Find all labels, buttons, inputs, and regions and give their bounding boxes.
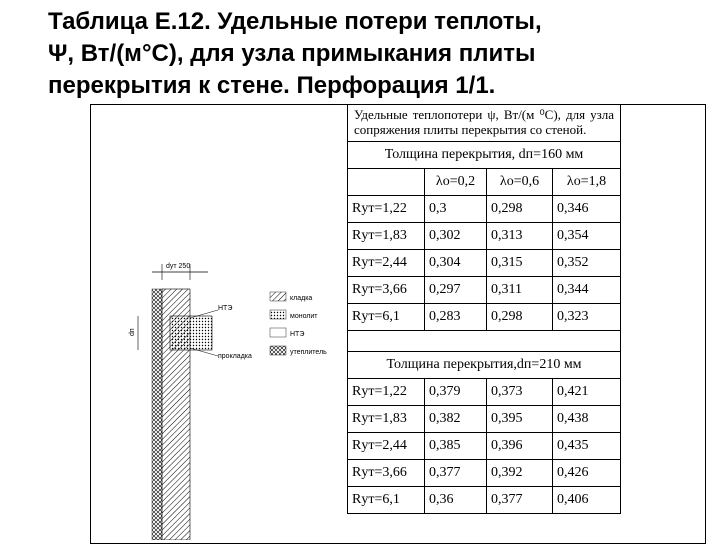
slide-title: [48, 6, 708, 102]
title-line-2: Ψ, Вт/(м°С), для узла примыкания плиты: [48, 40, 536, 67]
label-prokladka: прокладка: [218, 353, 252, 360]
legend-swatch-hte: [270, 328, 286, 337]
cell: 0,352: [553, 250, 621, 277]
cell: 0,283: [425, 304, 487, 331]
row-r: Rут=6,1: [348, 304, 425, 331]
row-r: Rут=2,44: [348, 433, 425, 460]
title-line-3: перекрытия к стене. Перфорация 1/1.: [48, 72, 496, 99]
cell: 0,354: [553, 223, 621, 250]
row-r: Rут=3,66: [348, 277, 425, 304]
cell: 0,311: [487, 277, 553, 304]
col-lambda-06: λо=0,6: [487, 169, 553, 196]
dim-side-label: dп: [129, 328, 136, 336]
cell: 0,426: [553, 460, 621, 487]
cell: 0,395: [487, 406, 553, 433]
cell: 0,313: [487, 223, 553, 250]
cell: 0,297: [425, 277, 487, 304]
legend-swatch-monolit: [270, 310, 286, 319]
legend-swatch-kladka: [270, 292, 286, 301]
cell: 0,323: [553, 304, 621, 331]
cell: 0,315: [487, 250, 553, 277]
table-row: [348, 433, 621, 460]
legend-hte: НТЭ: [290, 331, 305, 338]
column-header-row: [348, 169, 621, 196]
table-row: [348, 460, 621, 487]
cell: 0,304: [425, 250, 487, 277]
junction-drawing: [90, 104, 348, 540]
table-row: [348, 304, 621, 331]
col-lambda-18: λо=1,8: [553, 169, 621, 196]
section-spacer: [348, 331, 621, 352]
heat-loss-table-wrap: [347, 104, 620, 514]
table-row: [348, 223, 621, 250]
table-row: [348, 250, 621, 277]
heat-loss-table: [347, 104, 621, 514]
table-row: [348, 196, 621, 223]
table-row: [348, 406, 621, 433]
cell: 0,302: [425, 223, 487, 250]
table-row: [348, 487, 621, 514]
cell: 0,392: [487, 460, 553, 487]
section-title-210: Толщина перекрытия,dп=210 мм: [348, 352, 621, 379]
cell: 0,377: [425, 460, 487, 487]
cell: 0,379: [425, 379, 487, 406]
floor-slab: [170, 316, 212, 350]
cell: 0,346: [553, 196, 621, 223]
cell: 0,373: [487, 379, 553, 406]
cell: 0,377: [487, 487, 553, 514]
cell: 0,396: [487, 433, 553, 460]
row-r: Rут=3,66: [348, 460, 425, 487]
row-r: Rут=1,83: [348, 223, 425, 250]
title-line-1: Таблица Е.12. Удельные потери теплоты,: [48, 8, 542, 35]
row-r: Rут=1,22: [348, 196, 425, 223]
table-header-text: Удельные теплопотери ψ, Вт/(м ⁰С), для узла сопряжения плиты перекрытия со стеной.: [348, 105, 621, 142]
row-r: Rут=1,83: [348, 406, 425, 433]
cell: 0,385: [425, 433, 487, 460]
cell: 0,298: [487, 304, 553, 331]
legend-uteplitel: утеплитель: [290, 349, 327, 356]
row-r: Rут=2,44: [348, 250, 425, 277]
cell: 0,382: [425, 406, 487, 433]
row-r: Rут=6,1: [348, 487, 425, 514]
cell: 0,3: [425, 196, 487, 223]
wall-insulation: [152, 289, 162, 540]
dimension-top: [152, 263, 208, 280]
label-hte: НТЭ: [218, 305, 233, 312]
cell: 0,298: [487, 196, 553, 223]
legend-kladka: кладка: [290, 295, 313, 302]
legend-monolit: монолит: [290, 313, 318, 320]
legend-swatch-uteplitel: [270, 346, 286, 355]
corner-cell: [348, 169, 425, 196]
cell: 0,421: [553, 379, 621, 406]
cell: 0,36: [425, 487, 487, 514]
dim-top-label: dут 250: [166, 263, 191, 270]
cell: 0,406: [553, 487, 621, 514]
row-r: Rут=1,22: [348, 379, 425, 406]
drawing-legend: [270, 292, 327, 356]
cell: 0,435: [553, 433, 621, 460]
section-title-160: Толщина перекрытия, dп=160 мм: [348, 142, 621, 169]
cell: 0,344: [553, 277, 621, 304]
table-row: [348, 277, 621, 304]
table-row: [348, 379, 621, 406]
col-lambda-02: λо=0,2: [425, 169, 487, 196]
cell: 0,438: [553, 406, 621, 433]
